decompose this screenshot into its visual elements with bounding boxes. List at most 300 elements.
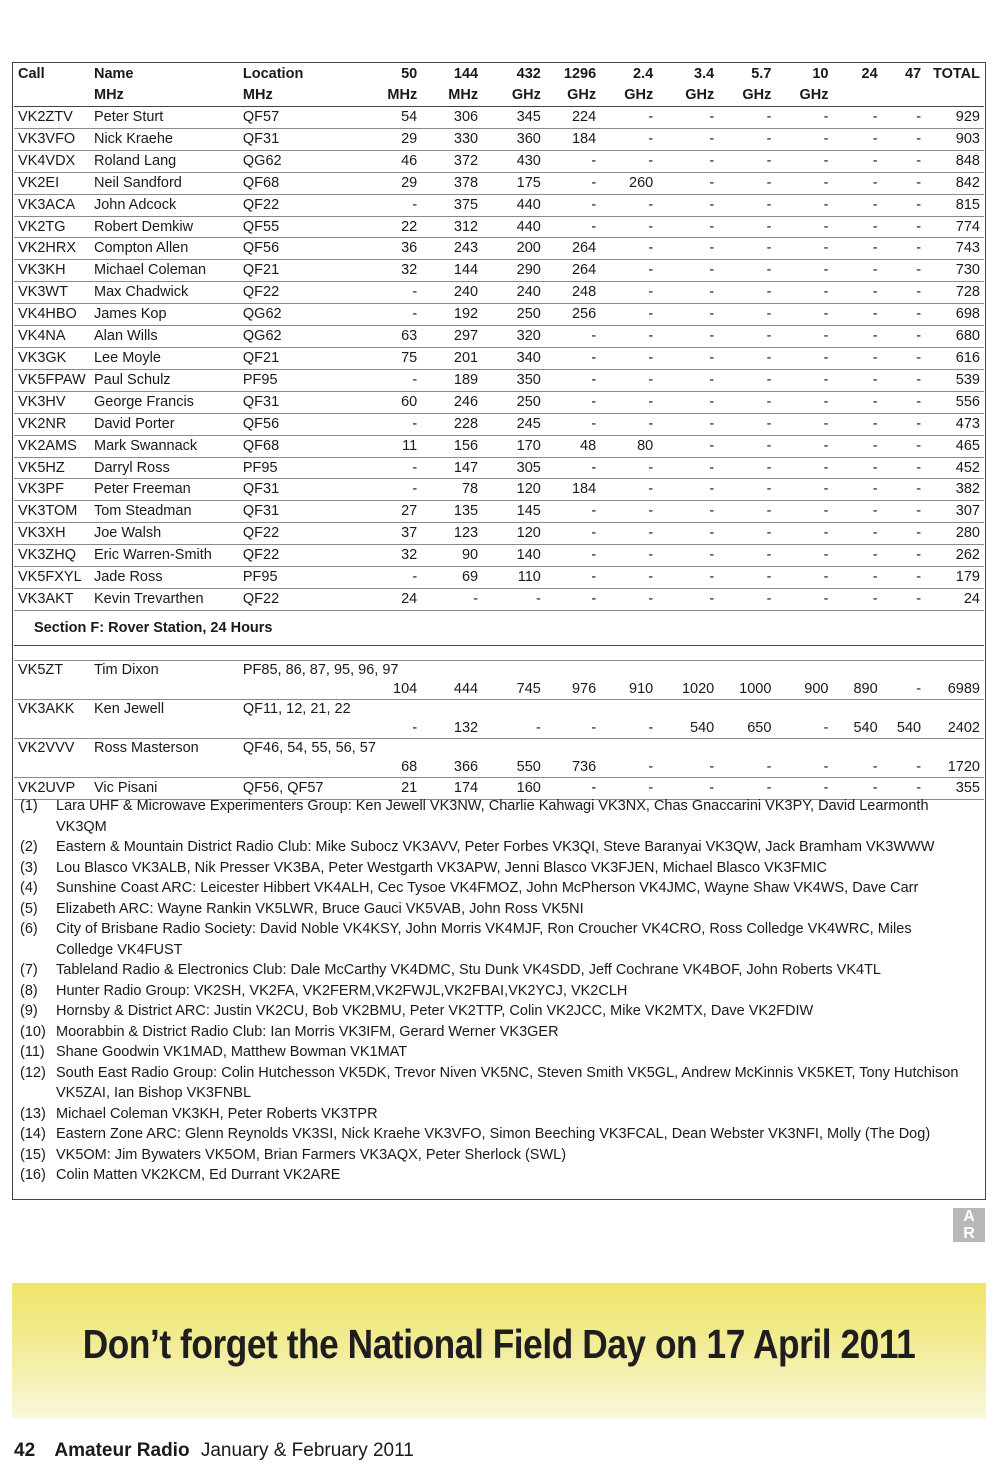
spacer-cell <box>14 645 984 660</box>
empty-cell <box>600 699 657 719</box>
table-cell: - <box>882 680 925 700</box>
empty-cell <box>90 680 239 700</box>
table-cell: 382 <box>925 479 984 501</box>
table-cell: - <box>600 369 657 391</box>
empty-cell <box>545 699 600 719</box>
table-cell: 78 <box>421 479 482 501</box>
table-row <box>14 216 984 238</box>
table-row <box>14 588 984 610</box>
table-cell: - <box>657 194 718 216</box>
empty-cell <box>14 719 90 739</box>
table-cell: 312 <box>421 216 482 238</box>
table-cell: 200 <box>482 238 545 260</box>
table-cell: - <box>600 107 657 129</box>
table-cell: 90 <box>421 545 482 567</box>
table-cell: VK3HV <box>14 391 90 413</box>
column-header: TOTAL <box>933 66 980 82</box>
table-cell: - <box>882 369 925 391</box>
table-cell: VK5FPAW <box>14 369 90 391</box>
note-text: Hunter Radio Group: VK2SH, VK2FA, VK2FERM,VK2FWJL,VK2FBAI,VK2YCJ, VK2CLH <box>56 982 628 999</box>
table-cell: - <box>718 777 775 799</box>
column-unit <box>925 85 984 107</box>
table-cell: - <box>775 172 832 194</box>
table-cell: - <box>353 194 422 216</box>
table-cell: 728 <box>925 282 984 304</box>
table-cell: - <box>657 391 718 413</box>
table-cell: 60 <box>353 391 422 413</box>
table-cell: QF68 <box>239 172 353 194</box>
table-cell: 140 <box>482 545 545 567</box>
table-cell: Roland Lang <box>90 150 239 172</box>
table-cell: - <box>545 719 600 739</box>
table-cell: - <box>882 238 925 260</box>
table-cell: 36 <box>353 238 422 260</box>
table-cell: 260 <box>600 172 657 194</box>
column-unit: GHz <box>545 85 600 107</box>
table-cell: - <box>882 304 925 326</box>
table-cell: - <box>718 523 775 545</box>
table-cell: 903 <box>925 128 984 150</box>
table-cell: - <box>657 369 718 391</box>
note-number: (16) <box>20 1167 46 1183</box>
table-cell: PF95 <box>239 369 353 391</box>
table-cell: - <box>775 457 832 479</box>
note-number: (1) <box>20 798 38 814</box>
note-number: (2) <box>20 839 38 855</box>
table-cell: 123 <box>421 523 482 545</box>
table-cell: PF95 <box>239 567 353 589</box>
table-cell: 248 <box>545 282 600 304</box>
table-cell: - <box>882 347 925 369</box>
table-cell: - <box>600 523 657 545</box>
empty-cell <box>239 680 353 700</box>
table-cell: 250 <box>482 304 545 326</box>
table-cell: - <box>832 107 881 129</box>
note-item <box>20 981 970 1002</box>
table-cell: Robert Demkiw <box>90 216 239 238</box>
table-cell: Kevin Trevarthen <box>90 588 239 610</box>
table-cell: - <box>718 260 775 282</box>
column-header: 144 <box>453 66 479 82</box>
table-row <box>14 369 984 391</box>
table-cell: - <box>775 523 832 545</box>
table-cell: - <box>775 588 832 610</box>
table-cell: - <box>600 588 657 610</box>
column-header: Location <box>242 66 304 82</box>
table-cell: - <box>775 719 832 739</box>
table-cell: - <box>882 326 925 348</box>
empty-cell <box>775 699 832 719</box>
table-cell: Peter Freeman <box>90 479 239 501</box>
note-number: (9) <box>20 1003 38 1019</box>
table-cell: - <box>718 567 775 589</box>
table-cell: - <box>718 194 775 216</box>
rover-call: VK2VVV <box>18 739 75 756</box>
table-cell: VK2EI <box>14 172 90 194</box>
table-cell: QG62 <box>239 326 353 348</box>
table-cell: QF56 <box>239 238 353 260</box>
column-header: 24 <box>861 66 878 82</box>
table-cell: 976 <box>545 680 600 700</box>
section-f-title: Section F: Rover Station, 24 Hours <box>14 610 984 645</box>
table-cell: 174 <box>421 777 482 799</box>
page-number: 42 <box>14 1440 36 1461</box>
empty-cell <box>545 738 600 758</box>
table-cell: - <box>657 238 718 260</box>
column-unit: MHz <box>239 85 353 107</box>
table-cell: - <box>657 435 718 457</box>
table-cell: Tom Steadman <box>90 501 239 523</box>
table-cell: 355 <box>925 777 984 799</box>
note-text: Shane Goodwin VK1MAD, Matthew Bowman VK1MAT <box>56 1044 408 1060</box>
table-cell: - <box>600 457 657 479</box>
table-cell: 815 <box>925 194 984 216</box>
table-cell: - <box>882 567 925 589</box>
table-cell: Compton Allen <box>90 238 239 260</box>
column-unit: MHz <box>353 85 422 107</box>
table-cell: - <box>832 326 881 348</box>
table-cell: 246 <box>421 391 482 413</box>
note-item <box>20 878 970 899</box>
results-table <box>14 64 984 800</box>
column-unit: GHz <box>482 85 545 107</box>
table-cell: - <box>718 282 775 304</box>
table-cell: - <box>353 304 422 326</box>
note-text: Eastern Zone ARC: Glenn Reynolds VK3SI, Nick Kraehe VK3VFO, Simon Beeching VK3FCAL, Dean Webster VK3NFI, Molly (The Dog) <box>56 1126 931 1142</box>
table-cell: - <box>600 128 657 150</box>
table-cell: - <box>832 128 881 150</box>
table-cell: QF56 <box>239 413 353 435</box>
table-cell: 32 <box>353 260 422 282</box>
table-cell: - <box>718 479 775 501</box>
table-cell: - <box>545 523 600 545</box>
table-cell: 320 <box>482 326 545 348</box>
table-cell: 24 <box>925 588 984 610</box>
table-row <box>14 435 984 457</box>
table-cell: 22 <box>353 216 422 238</box>
table-cell: 306 <box>421 107 482 129</box>
table-cell: VK3PF <box>14 479 90 501</box>
table-cell: - <box>600 479 657 501</box>
table-cell: - <box>353 457 422 479</box>
table-cell: 307 <box>925 501 984 523</box>
table-row <box>14 260 984 282</box>
table-row <box>14 391 984 413</box>
table-cell: - <box>718 107 775 129</box>
table-cell: - <box>718 216 775 238</box>
table-cell: 184 <box>545 479 600 501</box>
column-header: 3.4 <box>694 66 715 82</box>
table-cell: 120 <box>482 523 545 545</box>
empty-cell <box>482 660 545 680</box>
table-cell: - <box>775 107 832 129</box>
header-row-units <box>14 85 984 107</box>
table-cell: 250 <box>482 391 545 413</box>
table-cell: John Adcock <box>90 194 239 216</box>
table-cell: - <box>718 435 775 457</box>
table-cell: - <box>657 347 718 369</box>
table-cell: - <box>600 216 657 238</box>
empty-cell <box>482 699 545 719</box>
note-number: (15) <box>20 1146 46 1163</box>
note-item <box>20 960 970 981</box>
note-text: City of Brisbane Radio Society: David Noble VK4KSY, John Morris VK4MJF, Ron Croucher VK4CRO, Ross Colledge VK4WRC, Miles Colledge VK4FUST <box>56 921 912 958</box>
empty-cell <box>925 699 984 719</box>
table-cell: - <box>882 107 925 129</box>
table-cell: 540 <box>657 719 718 739</box>
table-cell: - <box>775 567 832 589</box>
table-cell: - <box>882 777 925 799</box>
note-text: Tableland Radio & Electronics Club: Dale McCarthy VK4DMC, Stu Dunk VK4SDD, Jeff Cochrane VK4BOF, John Roberts VK4TL <box>56 962 881 978</box>
table-cell: - <box>718 758 775 778</box>
table-cell: - <box>718 304 775 326</box>
table-row <box>14 107 984 129</box>
table-cell: QF31 <box>239 391 353 413</box>
table-row <box>14 523 984 545</box>
table-cell: - <box>545 347 600 369</box>
table-cell: - <box>657 777 718 799</box>
table-cell: 37 <box>353 523 422 545</box>
table-cell: QF22 <box>239 545 353 567</box>
column-header: 47 <box>904 66 922 82</box>
note-text: Eastern & Mountain District Radio Club: Mike Subocz VK3AVV, Peter Forbes VK3QI, Steve Baranyai VK3QW, Jack Bramham VK3WWW <box>56 839 935 855</box>
table-cell: - <box>482 588 545 610</box>
table-cell: 366 <box>421 758 482 778</box>
table-cell: 452 <box>925 457 984 479</box>
table-cell: - <box>832 588 881 610</box>
table-cell: Darryl Ross <box>90 457 239 479</box>
column-unit <box>832 85 881 107</box>
table-cell: - <box>600 326 657 348</box>
table-cell: - <box>775 128 832 150</box>
table-cell: - <box>882 545 925 567</box>
rover-row-values <box>14 758 984 778</box>
table-cell: - <box>600 413 657 435</box>
table-row <box>14 282 984 304</box>
table-cell: VK5HZ <box>14 457 90 479</box>
table-cell: Peter Sturt <box>90 107 239 129</box>
header-row-labels <box>14 64 984 85</box>
table-cell: - <box>657 282 718 304</box>
table-cell: 120 <box>482 479 545 501</box>
table-cell: - <box>718 150 775 172</box>
column-unit: GHz <box>657 85 718 107</box>
ar-logo-icon: A R <box>953 1208 985 1242</box>
table-cell: Lee Moyle <box>90 347 239 369</box>
table-cell: - <box>775 501 832 523</box>
table-cell: 910 <box>600 680 657 700</box>
table-cell: - <box>718 457 775 479</box>
table-cell: 170 <box>482 435 545 457</box>
table-cell: - <box>353 479 422 501</box>
empty-cell <box>657 660 718 680</box>
note-text: Moorabbin & District Radio Club: Ian Morris VK3IFM, Gerard Werner VK3GER <box>56 1023 559 1040</box>
table-row <box>14 238 984 260</box>
table-cell: 156 <box>421 435 482 457</box>
table-cell: - <box>545 326 600 348</box>
table-cell: 11 <box>353 435 422 457</box>
note-item <box>20 1063 970 1104</box>
note-text: Sunshine Coast ARC: Leicester Hibbert VK4ALH, Cec Tysoe VK4FMOZ, John McPherson VK4JMC, Wayne Shaw VK4WS, Dave Carr <box>56 880 919 896</box>
rover-row-values <box>14 680 984 700</box>
table-cell: - <box>832 238 881 260</box>
table-cell: - <box>545 413 600 435</box>
table-cell: - <box>600 238 657 260</box>
table-cell: - <box>657 326 718 348</box>
column-header: 50 <box>401 66 418 82</box>
note-item <box>20 899 970 920</box>
table-cell: 27 <box>353 501 422 523</box>
table-cell: - <box>718 501 775 523</box>
table-cell: - <box>775 260 832 282</box>
table-cell: Max Chadwick <box>90 282 239 304</box>
table-cell: 730 <box>925 260 984 282</box>
table-cell: - <box>600 501 657 523</box>
table-cell: QF31 <box>239 128 353 150</box>
table-cell: VK3ACA <box>14 194 90 216</box>
table-cell: 1720 <box>925 758 984 778</box>
table-cell: - <box>600 282 657 304</box>
table-cell: 201 <box>421 347 482 369</box>
table-cell: 774 <box>925 216 984 238</box>
table-row <box>14 326 984 348</box>
table-row <box>14 347 984 369</box>
table-cell: 46 <box>353 150 422 172</box>
table-row <box>14 545 984 567</box>
table-cell: 430 <box>482 150 545 172</box>
table-cell: 135 <box>421 501 482 523</box>
issue-date: January & February 2011 <box>200 1440 414 1461</box>
table-cell: 440 <box>482 216 545 238</box>
table-cell: - <box>718 238 775 260</box>
column-unit: GHz <box>775 85 832 107</box>
table-cell: VK2HRX <box>14 238 90 260</box>
empty-cell <box>775 738 832 758</box>
table-cell: 539 <box>925 369 984 391</box>
table-cell: 330 <box>421 128 482 150</box>
note-item <box>20 1022 970 1043</box>
table-cell: - <box>775 435 832 457</box>
rover-row-top <box>14 660 984 680</box>
table-cell: 262 <box>925 545 984 567</box>
empty-cell <box>14 680 90 700</box>
table-cell: - <box>832 260 881 282</box>
table-cell: 1000 <box>718 680 775 700</box>
table-cell: George Francis <box>90 391 239 413</box>
table-cell: - <box>832 304 881 326</box>
table-cell: 75 <box>353 347 422 369</box>
table-cell: VK3XH <box>14 523 90 545</box>
table-cell: David Porter <box>90 413 239 435</box>
table-cell: 350 <box>482 369 545 391</box>
table-cell: - <box>657 758 718 778</box>
table-cell: - <box>657 501 718 523</box>
rover-name: Ken Jewell <box>93 700 165 717</box>
spacer-row <box>14 645 984 660</box>
table-cell: - <box>775 282 832 304</box>
table-cell: - <box>657 107 718 129</box>
table-cell: - <box>882 588 925 610</box>
table-cell: - <box>718 172 775 194</box>
table-cell: - <box>600 304 657 326</box>
table-cell: 48 <box>545 435 600 457</box>
table-cell: QF22 <box>239 523 353 545</box>
table-cell: 736 <box>545 758 600 778</box>
rover-name: Tim Dixon <box>93 661 159 678</box>
table-cell: 473 <box>925 413 984 435</box>
note-text: Lara UHF & Microwave Experimenters Group: Ken Jewell VK3NW, Charlie Kahwagi VK3NX, Chas Gnaccarini VK3PY, David Learmonth VK3QM <box>56 798 929 835</box>
column-unit: GHz <box>718 85 775 107</box>
table-cell: - <box>832 347 881 369</box>
table-cell: - <box>775 347 832 369</box>
table-cell: - <box>545 545 600 567</box>
table-cell: 540 <box>832 719 881 739</box>
table-cell: 29 <box>353 128 422 150</box>
table-cell: QF22 <box>239 194 353 216</box>
table-cell: 144 <box>421 260 482 282</box>
table-cell: VK2NR <box>14 413 90 435</box>
table-cell: - <box>832 413 881 435</box>
table-cell: 29 <box>353 172 422 194</box>
table-cell: Neil Sandford <box>90 172 239 194</box>
table-cell: 616 <box>925 347 984 369</box>
table-cell: - <box>600 777 657 799</box>
empty-cell <box>90 719 239 739</box>
table-cell: - <box>832 501 881 523</box>
table-cell: - <box>775 238 832 260</box>
table-cell: - <box>775 479 832 501</box>
table-cell: - <box>545 194 600 216</box>
table-cell: 375 <box>421 194 482 216</box>
table-row <box>14 567 984 589</box>
table-cell: - <box>657 260 718 282</box>
table-cell: 240 <box>421 282 482 304</box>
table-cell: - <box>718 413 775 435</box>
table-cell: VK5FXYL <box>14 567 90 589</box>
table-cell: - <box>600 194 657 216</box>
column-header: Name <box>93 66 134 82</box>
note-item <box>20 1145 970 1166</box>
table-cell: - <box>545 777 600 799</box>
table-cell: 540 <box>882 719 925 739</box>
note-item <box>20 796 970 837</box>
note-text: Elizabeth ARC: Wayne Rankin VK5LWR, Bruce Gauci VK5VAB, John Ross VK5NI <box>56 900 584 917</box>
table-cell: 104 <box>353 680 422 700</box>
table-cell: - <box>775 216 832 238</box>
table-cell: PF95 <box>239 457 353 479</box>
table-cell: - <box>600 347 657 369</box>
rover-call: VK5ZT <box>18 661 64 678</box>
table-cell: 360 <box>482 128 545 150</box>
note-number: (13) <box>20 1105 46 1122</box>
table-cell: - <box>718 369 775 391</box>
table-cell: 243 <box>421 238 482 260</box>
table-cell: - <box>600 567 657 589</box>
notes-list <box>20 796 970 1186</box>
note-number: (3) <box>20 859 38 876</box>
note-text: Colin Matten VK2KCM, Ed Durrant VK2ARE <box>56 1167 341 1183</box>
empty-cell <box>657 738 718 758</box>
table-cell: 745 <box>482 680 545 700</box>
table-cell: - <box>882 413 925 435</box>
table-cell: 929 <box>925 107 984 129</box>
table-cell: Paul Schulz <box>90 369 239 391</box>
table-cell: - <box>353 369 422 391</box>
table-row <box>14 128 984 150</box>
table-cell: 240 <box>482 282 545 304</box>
table-cell: 147 <box>421 457 482 479</box>
results-body <box>14 107 984 800</box>
